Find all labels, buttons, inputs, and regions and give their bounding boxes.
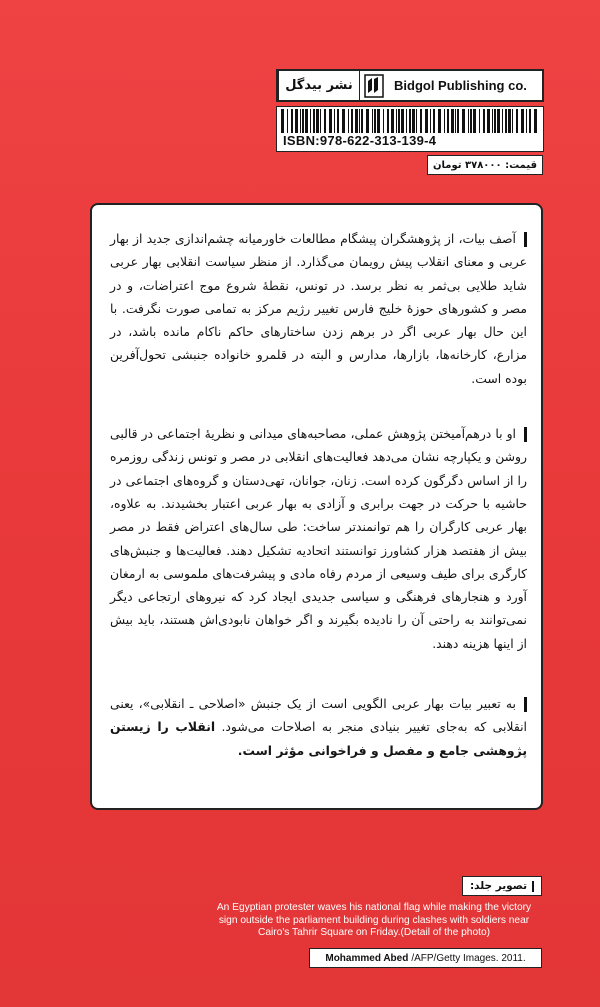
isbn-barcode <box>276 106 544 152</box>
photographer-name: Mohammed Abed <box>325 952 409 964</box>
blurb-paragraph-3-text: به تعبیر بیات بهار عربی الگویی است از یک جنبش «اصلاحی ـ انقلابی»، یعنی انقلابی که به‌جای تغییر بنیادی منجر به اصلاحات می‌شود. <box>110 696 527 735</box>
paragraph-marker <box>524 232 527 247</box>
barcode-bar <box>492 109 493 133</box>
barcode-bar <box>508 109 511 133</box>
barcode-bar <box>300 109 301 133</box>
barcode-bar <box>529 109 531 133</box>
barcode-bar <box>483 109 485 133</box>
barcode-bar <box>451 109 454 133</box>
caption-title-text: تصویر جلد: <box>469 880 528 892</box>
barcode-bar <box>391 109 394 133</box>
barcode-bar <box>320 109 321 133</box>
publisher-block <box>276 69 544 152</box>
barcode-bar <box>487 109 490 133</box>
barcode-bar <box>377 109 380 133</box>
barcode-bar <box>337 109 339 133</box>
barcode-bar <box>359 109 360 133</box>
barcode-bar <box>521 109 524 133</box>
blurb-paragraph-2 <box>110 422 527 655</box>
publisher-logo-icon <box>359 71 388 100</box>
paragraph-marker <box>524 697 527 712</box>
barcode-bar <box>383 109 384 133</box>
barcode-bar <box>479 109 480 133</box>
barcode-bar <box>444 109 445 133</box>
barcode-bar <box>348 109 349 133</box>
barcode-bar <box>406 109 407 133</box>
barcode-bar <box>287 109 288 133</box>
blurb-closing-line: انقلاب را زیستن پژوهشی جامع و مفصل و فراخوانی مؤثر است. <box>110 719 527 758</box>
barcode-bar <box>334 109 335 133</box>
blurb-paragraph-3 <box>110 692 527 762</box>
barcode-bar <box>516 109 518 133</box>
barcode-bar <box>295 109 298 133</box>
barcode-bar <box>512 109 513 133</box>
barcode-bar <box>329 109 332 133</box>
barcode-bar <box>409 109 411 133</box>
barcode-bar <box>534 109 537 133</box>
barcode-bar <box>361 109 363 133</box>
barcode-bar <box>291 109 293 133</box>
barcode-bar <box>470 109 472 133</box>
barcode-bar <box>462 109 465 133</box>
barcode-bar <box>355 109 358 133</box>
barcode-bar <box>473 109 476 133</box>
barcode-bar <box>310 109 311 133</box>
blurb-panel <box>90 203 543 810</box>
barcode-bar <box>305 109 308 133</box>
barcode-bar <box>374 109 376 133</box>
barcode-bar <box>324 109 326 133</box>
barcode-bar <box>302 109 304 133</box>
paragraph-marker <box>524 427 527 442</box>
publisher-name-fa: نشر بیدگل <box>278 71 359 100</box>
credit-agency: /AFP/Getty Images. 2011. <box>411 952 526 964</box>
barcode-bar <box>416 109 417 133</box>
barcode-bar <box>497 109 500 133</box>
barcode-bar <box>412 109 415 133</box>
photo-credit <box>309 948 542 968</box>
barcode-bar <box>313 109 315 133</box>
barcode-bar <box>366 109 369 133</box>
barcode-bar <box>502 109 503 133</box>
barcode-bar <box>372 109 373 133</box>
blurb-paragraph-1 <box>110 227 527 390</box>
barcode-bar <box>342 109 345 133</box>
isbn-number: ISBN:978-622-313-139-4 <box>283 133 437 148</box>
publisher-name-en: Bidgol Publishing co. <box>394 78 527 93</box>
barcode-bar <box>433 109 435 133</box>
blurb-paragraph-1-text: آصف بیات، از پژوهشگران پیشگام مطالعات خاورمیانه چشم‌اندازی جدید از بهار عربی و معنای انقلاب پیش رویمان می‌گذارد. از منظر سیاست انقلابی بهار عربی شاید طلایی بی‌ثمر به نظر برسد. در تونس، نقطهٔ شروع موج اعتراضات، و در مصر و کشورهای حوزهٔ خلیج فارس تغییر رژیم مرکز به تمامی صورت نگرفت. با این حال بهار عربی اگر در برهم زدن ساختارهای حاکم ناکام مانده باشد، در مزارع، کارخانه‌ها، بازارها، مدارس و البته در قلمرو خانواده جنبشی تحول‌آفرین بوده است. <box>110 231 527 386</box>
barcode-bar <box>430 109 431 133</box>
blurb-paragraph-2-text: او با درهم‌آمیختن پژوهش عملی، مصاحبه‌های میدانی و نظریهٔ اجتماعی در قالبی روشن و یکپارچه نشان می‌دهد فعالیت‌های انقلابی در مصر و تونس زندگی روزمره را از اساس دگرگون کرده است. زنان، جوانان، تهی‌دستان و گروه‌های اجتماعی در حاشیه با حرکت در جهت برابری و آزادی به بهار عربی اعتبار بخشیدند. به علاوه، بهار عربی کارگران را هم توانمندتر ساخت: طی سال‌های اعتراض فقط در مصر بیش از هفتصد هزار کشاورز توانستند اتحادیه تشکیل دهند. فعالیت‌ها و جنبش‌های کارگری برای طیف وسیعی از مردم رفاه مادی و پیشرفت‌های ملموسی به ارمغان آورد و هنجارهای فرهنگی و سیاسی جدیدی ایجاد کرد که نیروهای ارتجاعی دیگر نمی‌توانند به راحتی آن را نادیده بگیرند و اگر خواهان نابودی‌اش هستند، باید بیش از اینها هزینه دهند. <box>110 426 527 651</box>
barcode-bar <box>438 109 441 133</box>
barcode-bar <box>425 109 428 133</box>
caption-marker <box>532 881 534 892</box>
barcode-bar <box>316 109 319 133</box>
cover-photo-caption: An Egyptian protester waves his national flag while making the victory sign outside the parliament building during clashes with soldiers near Cairo's Tahrir Square on Friday.(Detail of the photo) <box>216 902 532 938</box>
barcode-bar <box>396 109 397 133</box>
barcode-bar <box>420 109 422 133</box>
barcode-bar <box>455 109 456 133</box>
barcode-bar <box>447 109 449 133</box>
price-label: قیمت: ۳۷۸۰۰۰ تومان <box>427 155 543 175</box>
barcode-bar <box>401 109 404 133</box>
cover-photo-caption-title <box>462 876 542 896</box>
barcode-bar <box>351 109 353 133</box>
barcode-bar <box>505 109 507 133</box>
barcode-bar <box>457 109 459 133</box>
barcode-bar <box>281 109 284 133</box>
barcode-bar <box>494 109 496 133</box>
barcode-bar <box>398 109 400 133</box>
publisher-row <box>276 69 544 102</box>
barcode-bar <box>387 109 389 133</box>
barcode-bar <box>526 109 527 133</box>
barcode-bar <box>468 109 469 133</box>
